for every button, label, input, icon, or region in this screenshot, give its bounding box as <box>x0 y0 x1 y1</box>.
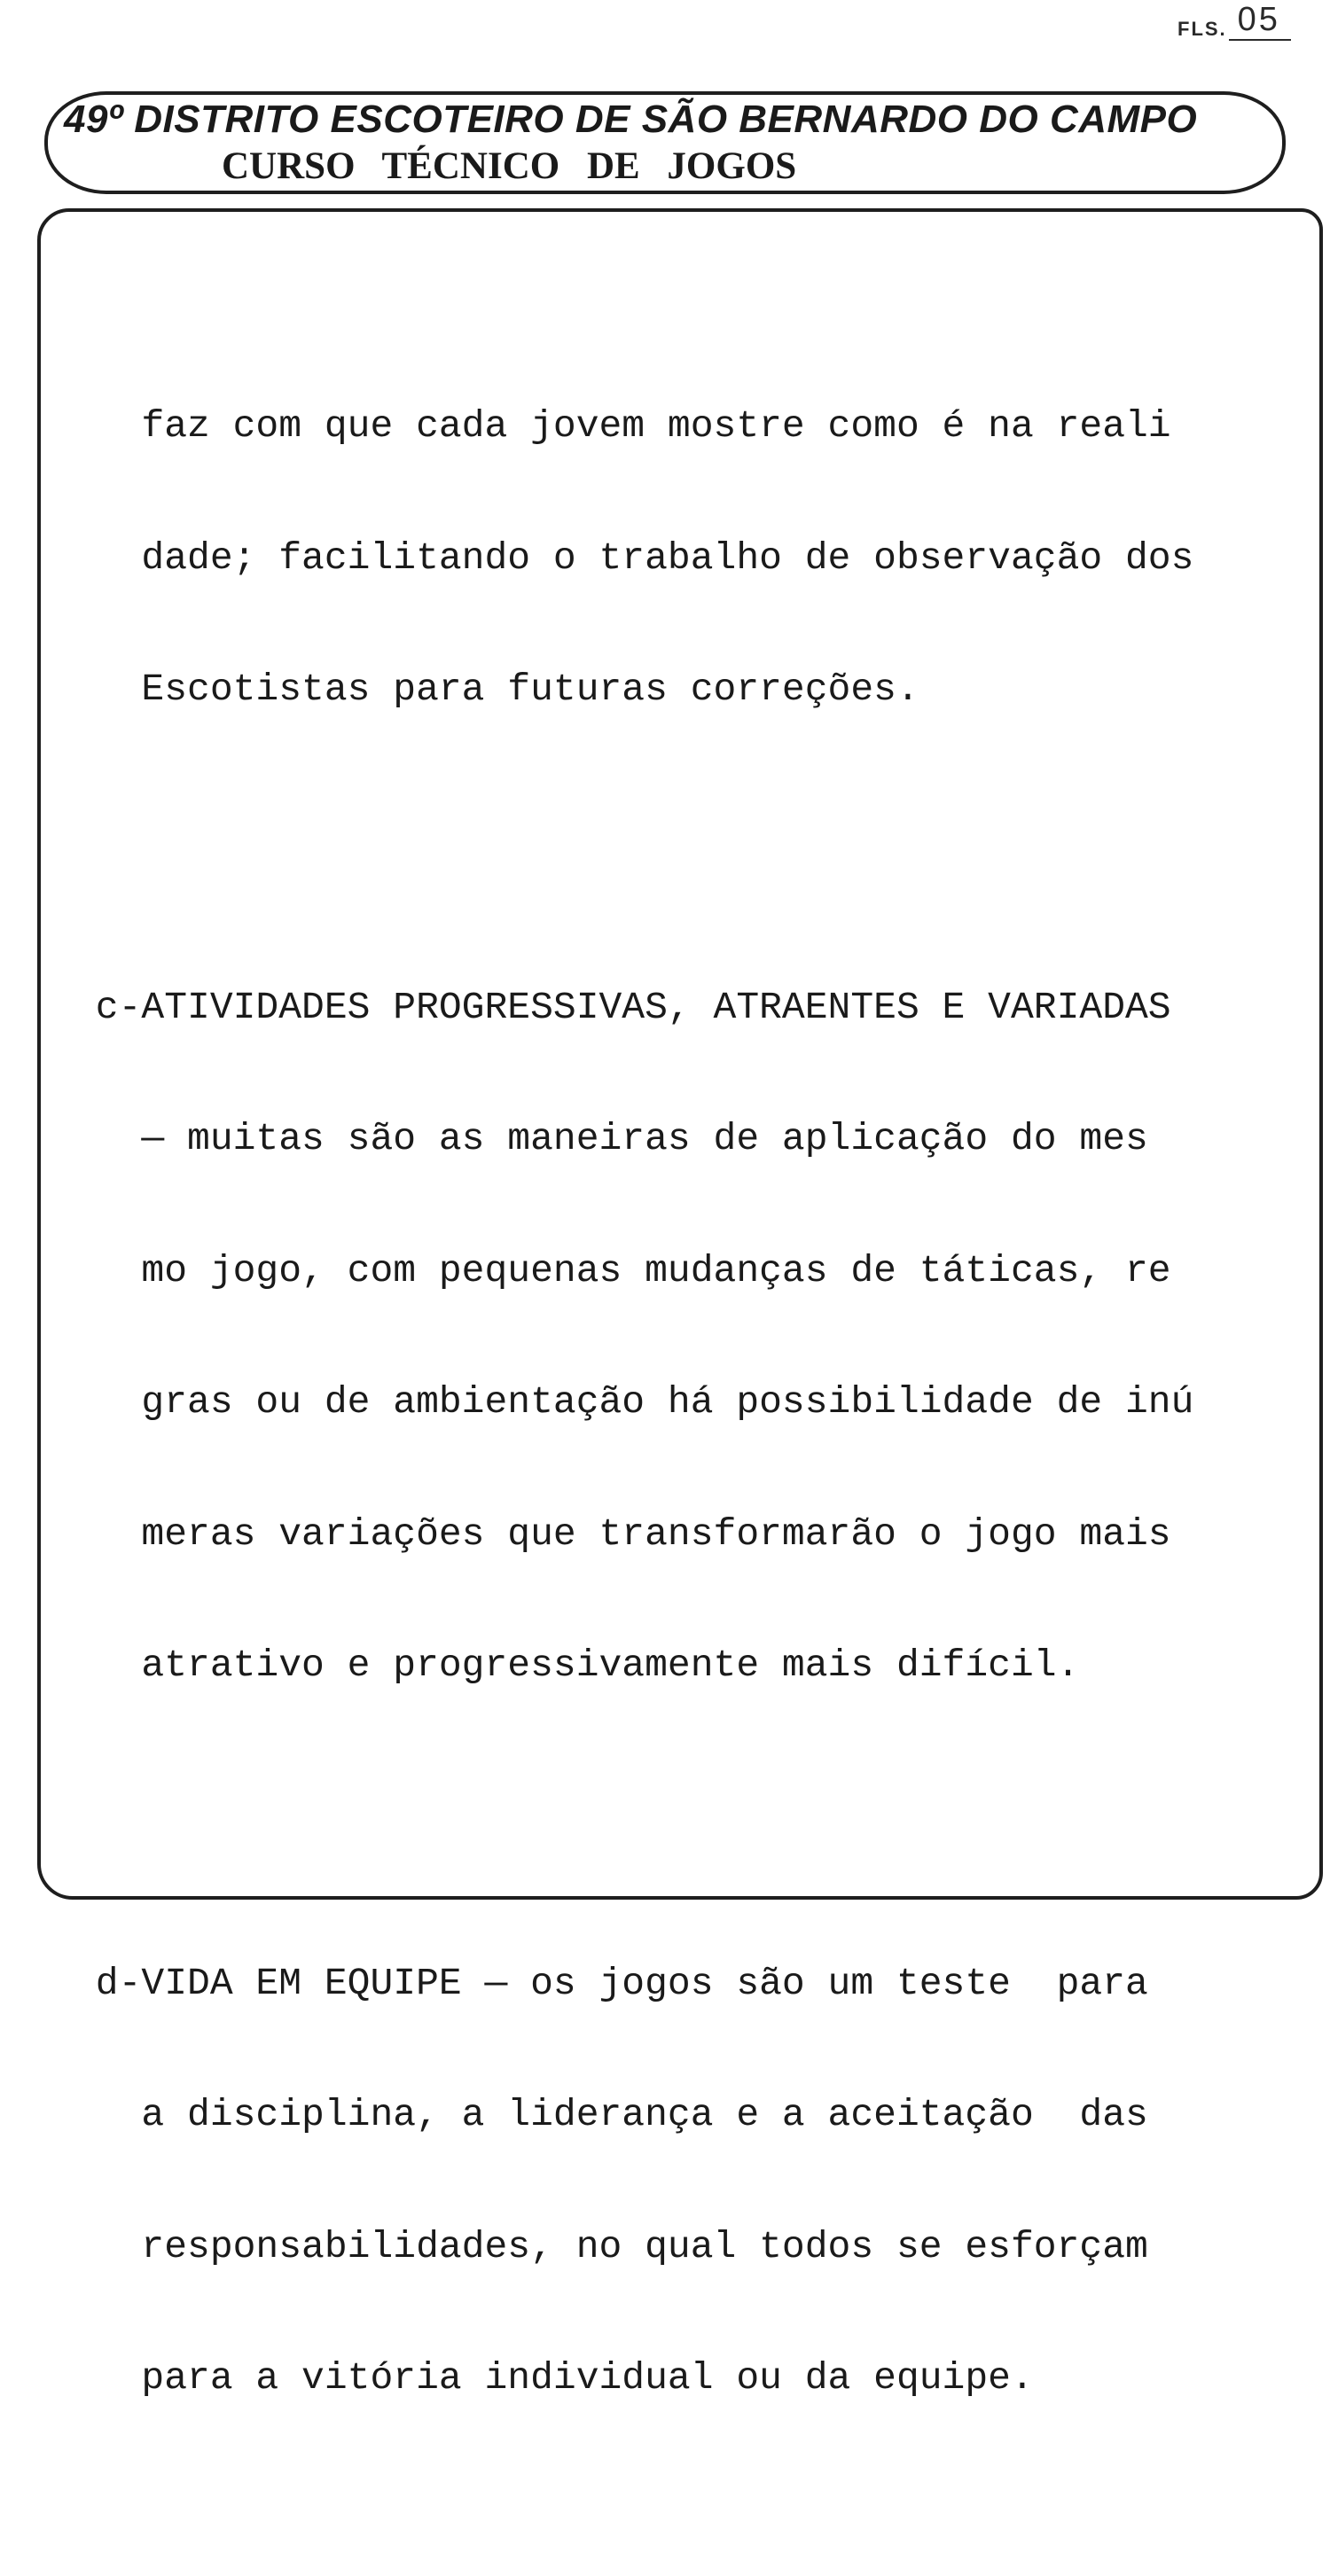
text-line: para a vitória individual ou da equipe. <box>73 2356 1034 2400</box>
text-line: c-ATIVIDADES PROGRESSIVAS, ATRAENTES E VARIADAS <box>73 985 1171 1029</box>
page-number-value: 05 <box>1229 0 1291 41</box>
page-number-marker <box>1177 0 1291 41</box>
organization-title: 49º DISTRITO ESCOTEIRO DE SÃO BERNARDO DO CAMPO <box>64 98 1198 141</box>
course-title: CURSO TÉCNICO DE JOGOS <box>222 145 797 187</box>
text-line: — muitas são as maneiras de aplicação do mes <box>73 1117 1148 1160</box>
text-line: Escotistas para futuras correções. <box>73 667 919 711</box>
text-line: gras ou de ambientação há possibilidade de inú <box>73 1380 1194 1424</box>
text-line: mo jogo, com pequenas mudanças de táticas, re <box>73 1248 1171 1292</box>
paragraph-item-d <box>73 1874 1330 2488</box>
text-line: responsabilidades, no qual todos se esforçam <box>73 2224 1148 2268</box>
text-line: meras variações que transformarão o jogo mais <box>73 1511 1171 1556</box>
text-line: d-VIDA EM EQUIPE — os jogos são um teste para <box>73 1961 1148 2005</box>
page-number-label: FLS. <box>1177 18 1227 40</box>
text-line: faz com que cada jovem mostre como é na reali <box>73 404 1171 448</box>
text-line: a disciplina, a liderança e a aceitação das <box>73 2093 1148 2136</box>
body-text <box>73 229 1330 2576</box>
text-line: dade; facilitando o trabalho de observação dos <box>73 535 1194 580</box>
text-line: atrativo e progressivamente mais difícil. <box>73 1643 1080 1687</box>
paragraph-continuation <box>73 316 1330 800</box>
paragraph-item-c <box>73 898 1330 1776</box>
